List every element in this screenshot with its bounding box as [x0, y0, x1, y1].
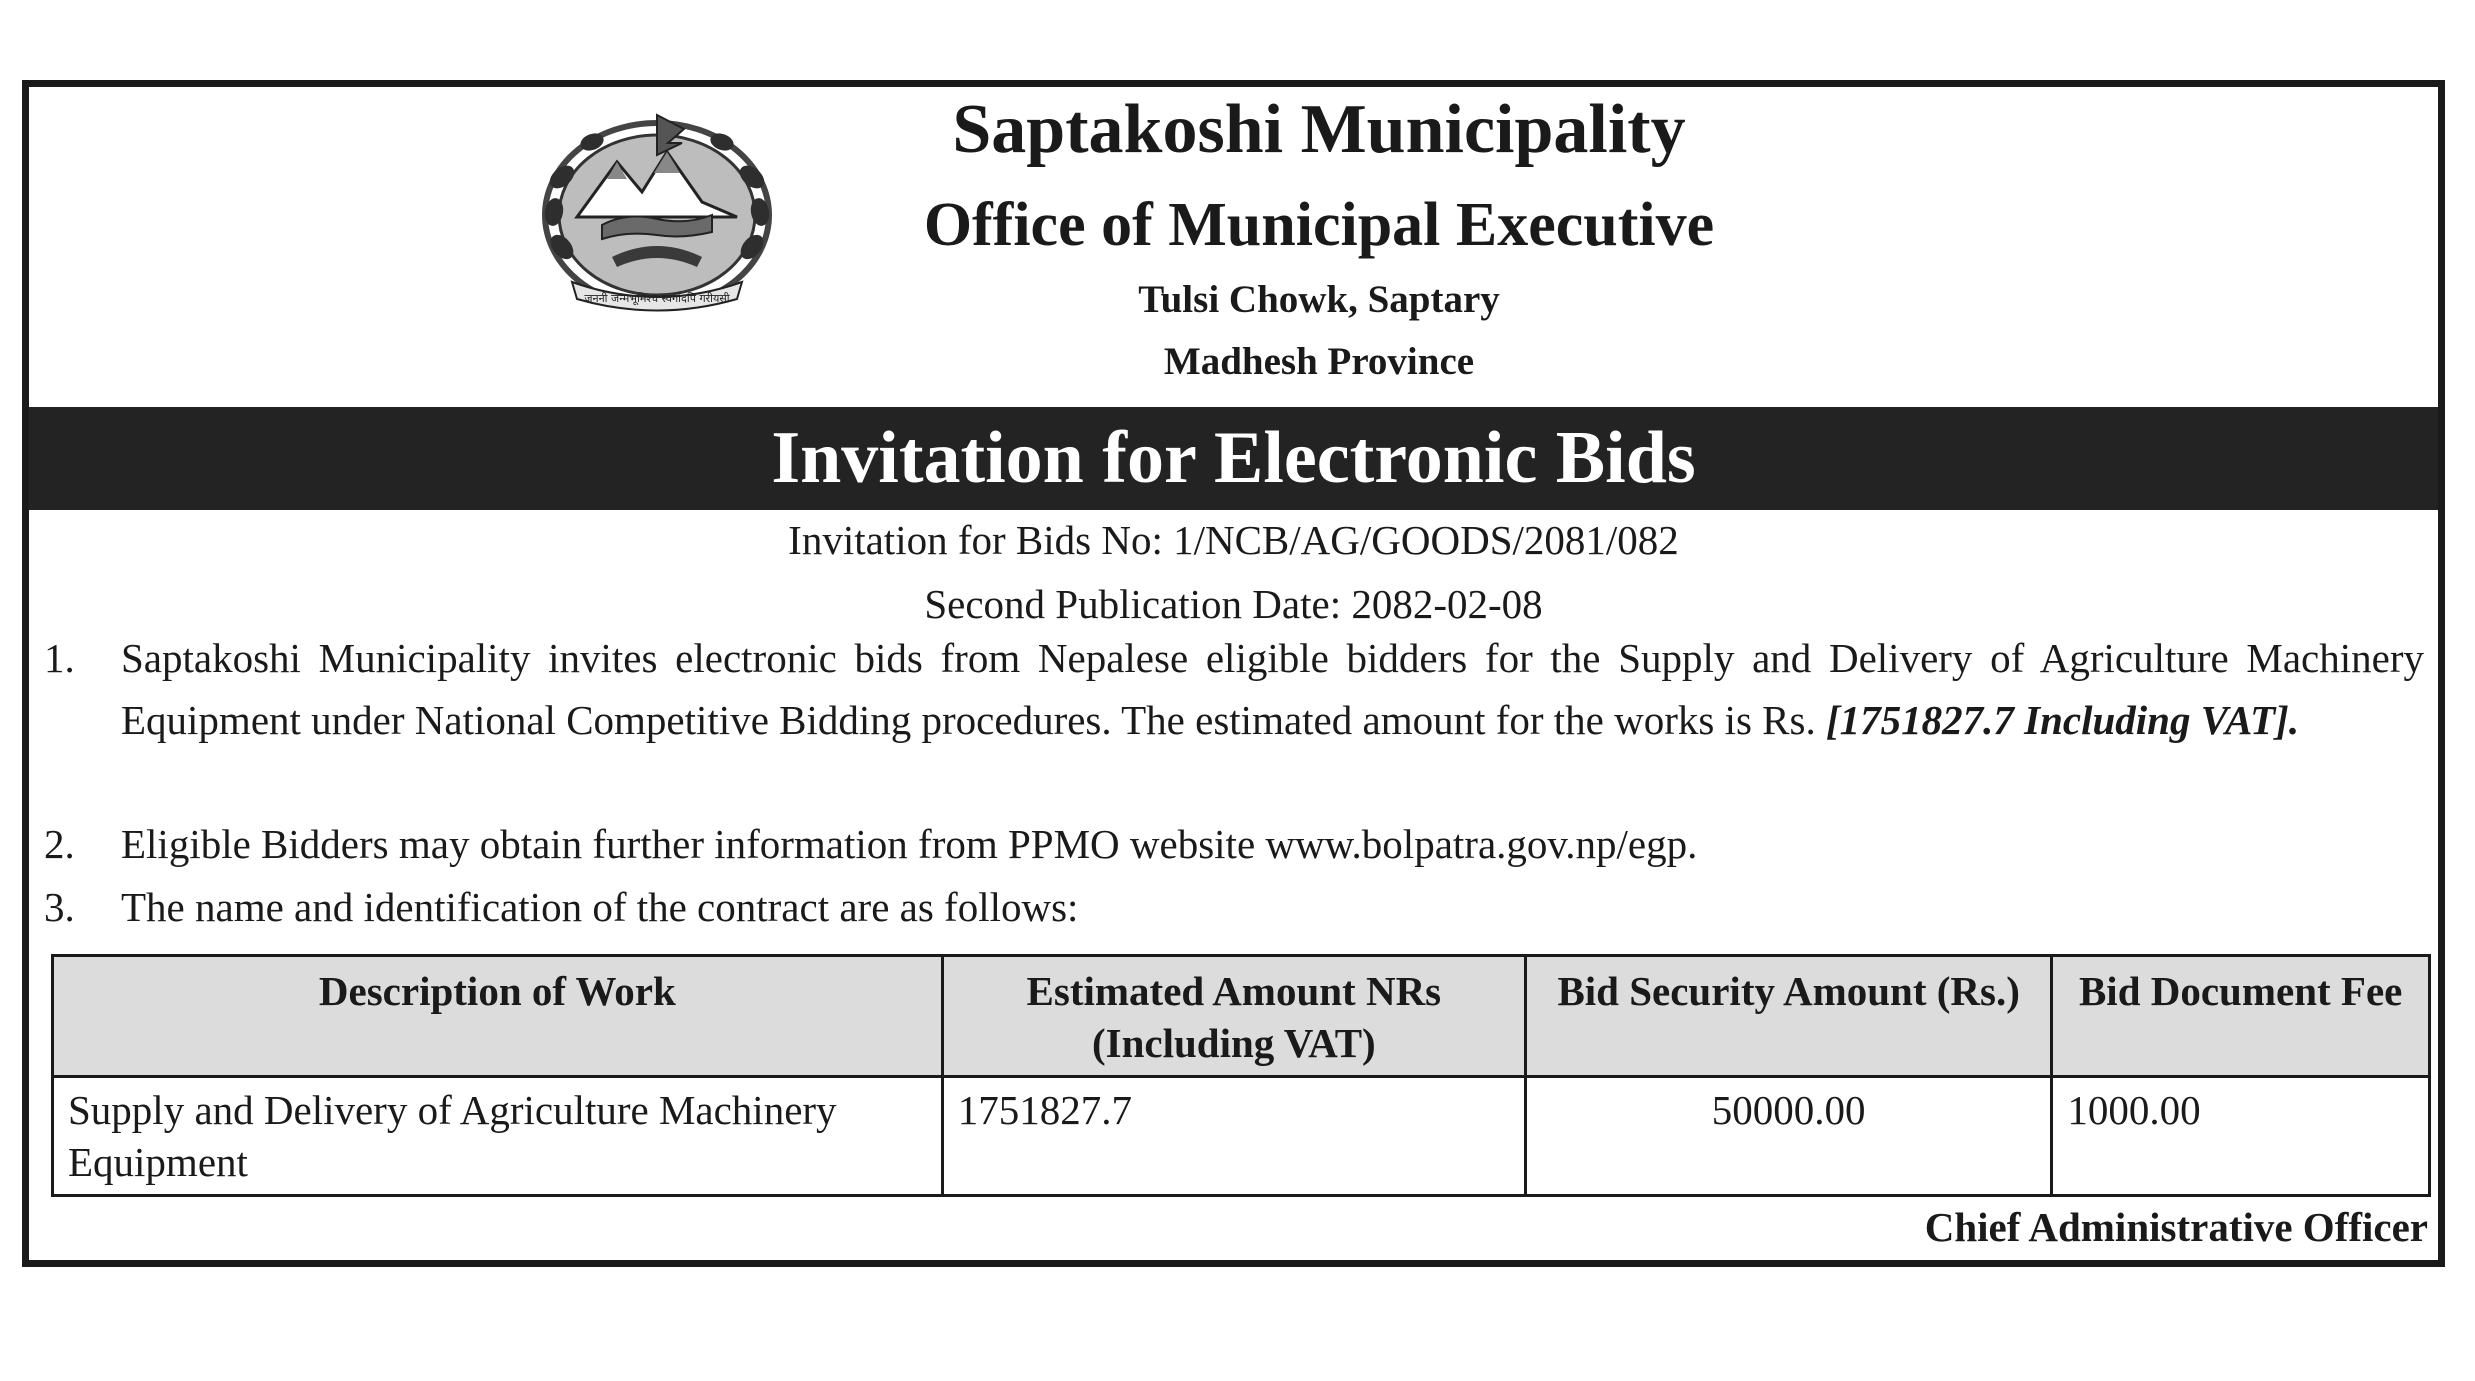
notice-frame — [22, 80, 2445, 1267]
estimated-amount-emphasis: [1751827.7 Including VAT]. — [1825, 697, 2300, 743]
paragraph-number: 1. — [44, 635, 75, 681]
municipality-name: Saptakoshi Municipality — [952, 91, 1686, 168]
paragraph-1 — [44, 627, 2424, 751]
paragraph-2 — [44, 813, 2424, 875]
paragraph-3 — [44, 876, 2424, 938]
column-header-document-fee: Bid Document Fee — [2052, 956, 2430, 1077]
paragraph-text: Saptakoshi Municipality invites electronic bids from Nepalese eligible bidders for the Supply and Delivery of Agriculture Machinery Equipment under National Competitive Bidding procedures. The estimated amount for the works is Rs. — [121, 635, 2424, 743]
emblem-motto: जननी जन्मभूमिश्च स्वर्गादपि गरीयसी — [584, 292, 730, 305]
cell-bid-security: 50000.00 — [1525, 1077, 2051, 1196]
signatory-title: Chief Administrative Officer — [1924, 1204, 2428, 1250]
notice-title-banner: Invitation for Electronic Bids — [29, 407, 2438, 510]
paragraph-text: Eligible Bidders may obtain further information from PPMO website www.bolpatra.gov.np/egp. — [121, 821, 1698, 867]
paragraph-number: 3. — [44, 884, 75, 930]
publication-date: Second Publication Date: 2082-02-08 — [924, 581, 1543, 627]
cell-document-fee: 1000.00 — [2052, 1077, 2430, 1196]
table-header-row — [53, 956, 2430, 1077]
cell-estimated-amount: 1751827.7 — [942, 1077, 1525, 1196]
paragraph-text: The name and identification of the contract are as follows: — [121, 884, 1079, 930]
office-name: Office of Municipal Executive — [923, 191, 1715, 259]
cell-description: Supply and Delivery of Agriculture Machinery Equipment — [53, 1077, 943, 1196]
paragraph-number: 2. — [44, 821, 75, 867]
table-row — [53, 1077, 2430, 1196]
ifb-number: Invitation for Bids No: 1/NCB/AG/GOODS/2081/082 — [788, 517, 1679, 563]
column-header-estimated-amount: Estimated Amount NRs (Including VAT) — [942, 956, 1525, 1077]
address-line-2: Madhesh Province — [1163, 340, 1475, 383]
contract-table — [51, 954, 2431, 1197]
column-header-bid-security: Bid Security Amount (Rs.) — [1525, 956, 2051, 1077]
column-header-description: Description of Work — [53, 956, 943, 1077]
address-line-1: Tulsi Chowk, Saptary — [1138, 278, 1500, 321]
